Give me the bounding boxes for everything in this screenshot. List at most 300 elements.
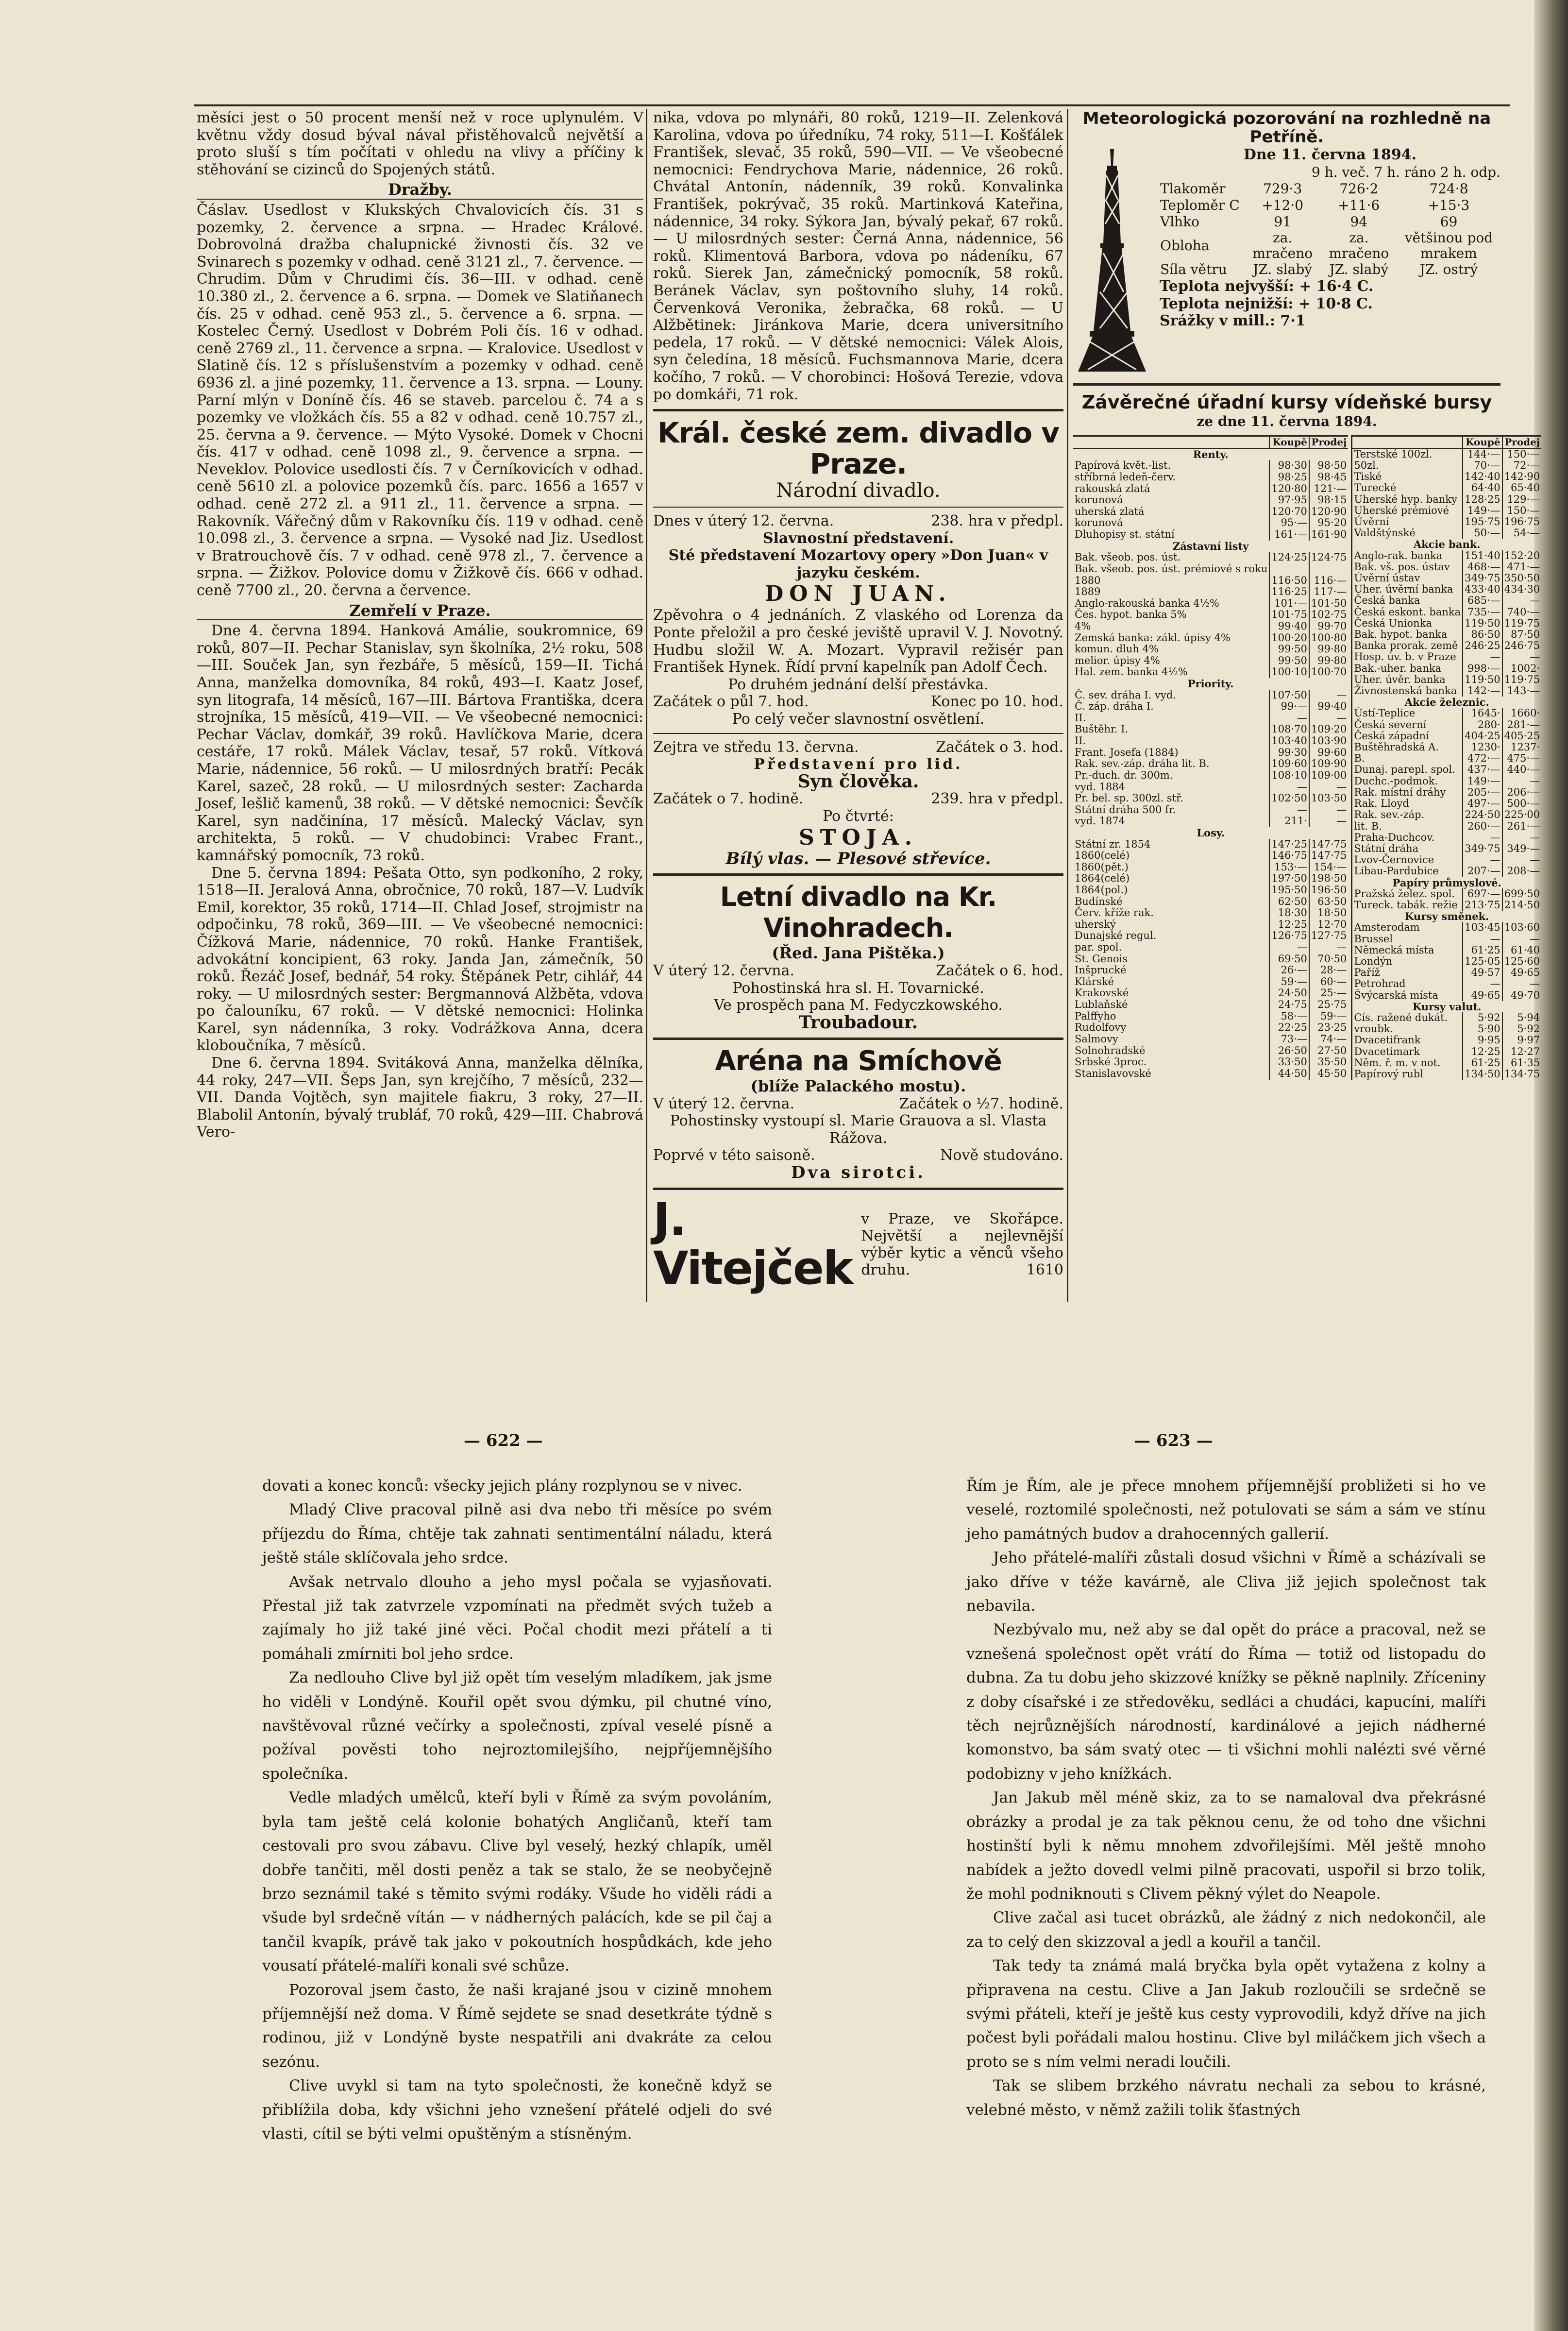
bourse-security: 50zl. [1354,459,1379,471]
bourse-buy: 44·50 [1269,1068,1309,1080]
meteo-value: +15·3 [1428,197,1470,214]
next-start: Začátek o 3. hod. [936,738,1063,756]
bourse-sell: 28·— [1309,965,1348,976]
bourse-sell [1309,563,1348,575]
play-title-stoja: STOJA. [798,825,918,850]
bourse-sell: 59·— [1309,1011,1348,1022]
bourse-security: Stanislavovské [1075,1067,1151,1079]
bourse-security: Uher. úvěr. banka [1354,673,1446,685]
bourse-buy: 49·65 [1463,990,1502,1001]
bourse-sell: — [1309,816,1348,827]
bourse-row [1073,885,1348,896]
bourse-sell: 74·— [1309,1034,1348,1045]
bourse-security: Zemská banka: zákl. úpisy 4% [1075,631,1231,644]
bourse-sell: 12·27 [1502,1046,1541,1057]
bourse-buy: 697·— [1463,888,1502,900]
bourse-row [1073,758,1348,770]
bourse-row [1352,651,1541,663]
national-theatre-title: Král. české zem. divadlo v Praze. [658,416,1059,481]
bourse-row [1073,575,1348,587]
bourse-section-heading: Papíry průmyslové. [1392,876,1501,889]
national-theatre-subtitle: Národní divadlo. [776,479,941,502]
hundredth-performance: Sté představení Mozartovy opery »Don Juan« v jazyku českém. [668,547,1048,581]
meteo-value: +11·6 [1338,197,1380,214]
meteo-value: JZ. slabý [1329,261,1389,278]
top-rule [194,104,1510,106]
bourse-section-heading: Akcie bank. [1413,538,1481,551]
bourse-sell: 150·— [1502,505,1541,516]
bourse-security: Červ. kříže rak. [1075,907,1154,919]
bourse-buy: 147·25 [1269,839,1309,851]
meteo-value: JZ. slabý [1253,261,1313,278]
bourse-sell: 101·50 [1309,598,1348,610]
bourse-sell: 129·— [1502,494,1541,505]
bourse-row [1073,644,1348,655]
bourse-buy: — [1463,651,1502,663]
bourse-sell: — [1502,832,1541,843]
bourse-row [1352,821,1541,832]
rule [653,507,1063,508]
bourse-row [1352,550,1541,561]
bourse-row [1352,1069,1541,1080]
bourse-sell: 99·80 [1309,644,1348,655]
bourse-security: Rak. sev.-záp. [1354,809,1425,821]
meteo-value: 726·2 [1339,181,1379,197]
bourse-buy: 116·25 [1269,586,1309,598]
bourse-security: Bak. všeob. pos. úst. prémiové s roku [1075,562,1268,575]
bourse-security: Úvěrní [1354,516,1389,528]
bourse-row [1352,618,1541,629]
col-name [1073,436,1269,448]
bourse-buy: 22·25 [1269,1022,1309,1034]
bourse-security: Srbské 3proc. [1075,1056,1147,1068]
bourse-row [1073,1045,1348,1057]
story-paragraph: Mladý Clive pracoval pilně asi dva nebo tři měsíce po svém příjezdu do Říma, chtěje tak zahnati sentimentální náladu, která ještě stále sklíčovala jeho srdce. [262,1501,772,1567]
bourse-row [1352,764,1541,775]
bourse-security: 1864(pol.) [1075,884,1128,896]
bourse-buy: 108·70 [1269,724,1309,735]
bourse-security: Valdštýnské [1354,527,1416,539]
bourse-buy: 9·95 [1463,1035,1502,1046]
bourse-sell: 1660· [1502,708,1541,719]
bourse-sell: 405·25 [1502,731,1541,742]
bourse-security: St. Genois [1075,953,1128,965]
meteo-row [1160,181,1501,197]
auctions-text: Čáslav. Usedlost v Klukských Chvalovicích čís. 31 s pozemky, 2. července a srpna. — Hradec Králové. Dobrovolná dražba chalupnické živnosti čís. 32 ve Svinarech s pozemky v odhad. ceně 3121 zl., 7. července. — Chrudim. Dům v Chrudimi čís. 36—III. v odhad. ceně 10.380 zl., 2. července a 6. srpna. — Domek ve Slatiňanech čís. 25 v odhad. ceně 953 zl., 5. července a 6. srpna. — Kostelec Černý. Usedlost v Dobrém Poli čís. 16 v odhad. ceně 2769 zl., 11. července a srpna. — Kralovice. Usedlost v Slatině čís. 12 s příslušenstvím a pozemky v odhad. ceně 6936 zl. a jiné pozemky, 11. července a 13. srpna. — Louny. Parní mlýn v Donínĕ čís. 46 se staveb. parcelou č. 74 a s pozemky ve vložkách čís. 55 a 82 v odhad. ceně 10.757 zl., 25. června a 9. července. — Mýto Vysoké. Domek v Chocni čís. 417 v odhad. ceně 1098 zl., 9. července a srpna. — Neveklov. Polovice usedlosti čís. 7 v Černíkovicích v odhad. ceně 5610 zl. a polovice pozemků čís. parc. 1656 a 1657 v odhad. ceně 272 zl. a 911 zl., 11. července a srpna. — Rakovník. Vářečný dům v Rakovníku čís. 119 v odhad. ceně 10.098 zl., 3. července a srpna. — Vysoké nad Jiz. Usedlost v Bratrouchově čís. 7 v odhad. ceně 978 zl., 7. července a srpna. — Žižkov. Polovice domu v Žižkově čís. 666 v odhad. ceně 7700 zl., 20. června a července. [197,201,643,599]
bourse-row [1352,843,1541,854]
evening-number: 239. hra v předpl. [931,790,1063,808]
col-sell: Prodej [1309,436,1348,448]
bourse-buy: 144·— [1463,448,1502,460]
play-troubadour: Troubadour. [798,1012,918,1033]
bourse-row [1073,953,1348,965]
bourse-buy: 142·— [1463,685,1502,697]
bourse-row [1073,965,1348,976]
meteo-value: většinou pod mrakem [1404,230,1493,262]
bourse-row [1073,598,1348,610]
bourse-security: uherský [1075,918,1116,930]
bourse-security: Bak.-uher. banka [1354,662,1442,674]
bourse-security: Č. záp. dráha I. [1075,700,1154,713]
bourse-row [1352,674,1541,685]
meteo-date: Dne 11. června 1894. [1243,146,1417,163]
bourse-security: Rak. místní dráhy [1354,786,1446,798]
bourse-security: 4% [1075,620,1091,632]
bourse-sell: 65·40 [1502,482,1541,493]
bourse-row [1073,460,1348,472]
bourse-sell: 142·90 [1502,471,1541,482]
bourse-buy: 101·— [1269,598,1309,610]
bourse-security: korunová [1075,517,1123,529]
bourse-buy: 103·40 [1269,735,1309,747]
story-paragraph: Clive uvykl si tam na tyto společnosti, že konečně když se přiblížila doba, kdy všichni jeho vznešení přátelé odjeli do své vlasti, cítil se býti velmi opuštěným a stísněným. [262,2077,772,2143]
bourse-sell: 198·50 [1309,873,1348,885]
bourse-row [1073,735,1348,747]
bourse-security: Paříž [1354,967,1380,979]
bourse-security: Uherské prémiové [1354,504,1450,516]
story-paragraph: Vedle mladých umělců, kteří byli v Římě za svým povoláním, byla tam ještě celá kolonie bohatých Angličanů, kteří tam cestovali pro svou zábavu. Clive byl veselý, hezký chlapík, uměl dobře tančiti, měl dosti peněz a tak se stalo, že se neobyčejně brzo seznámil také s těmito svými rodáky. Všude ho viděli rádi a všude byl srdečně vítán — v nádherných palácích, kde se pil čaj a tančil kvapík, právě tak jako v pokoutních hospůdkách, kde jeho vousatí přátelé-malíři konali své schůze. [262,1789,772,1975]
emigration-paragraph: měsíci jest o 50 procent menší než v roce uplynulém. V květnu vždy dosud býval nával přistěhovalců největší a proto sluší s tím počítati v ohledu na vlivy a příčiny k stěhování se cizinců do Spojených států. [197,109,643,178]
bourse-row [1352,584,1541,595]
bourse-buy: 70·— [1463,460,1502,471]
meteo-value: JZ. ostrý [1419,261,1478,278]
meteo-label: Vlhko [1160,214,1200,230]
bourse-row [1073,850,1348,862]
bourse-sell: 49·70 [1502,990,1541,1001]
rainfall: Srážky v mill.: 7·1 [1160,312,1306,330]
bourse-buy: 433·40 [1463,584,1502,595]
bourse-row [1352,742,1541,753]
bourse-row [1352,787,1541,798]
bourse-row [1073,782,1348,793]
bourse-buy: 99·— [1269,701,1309,713]
bourse-row [1073,690,1348,701]
bourse-security: Klárské [1075,975,1114,987]
story-right-column [966,1474,1486,2122]
bourse-row [1352,1057,1541,1069]
bourse-sell: 103·60 [1502,922,1541,933]
bourse-buy: — [1269,804,1309,816]
meteo-table [1160,181,1501,278]
bourse-row [1352,1012,1541,1023]
bourse-sell: 25·75 [1309,999,1348,1011]
bourse-security: Pražská želez. spol. [1354,887,1455,900]
bourse-security: 1889 [1075,586,1101,598]
deaths-june-4: Dne 4. června 1894. Hanková Amálie, soukromnice, 69 roků, 807—II. Pechar Stanislav, syn školníka, 2½ roku, 508—III. Souček Jan, syn řezbáře, 5 měsíců, 159—II. Tichá Anna, manželka domovníka, 84 roků, 493—I. Kaatz Josef, syn litografa, 14 měsíců, 167—III. Bártova Františka, dcera strojníka, 15 měsíců, 419—VII. — Ve všeobecné nemocnici: Pechar Václav, domkář, 39 roků. Havlíčkova Marie, dcera cestáře, 17 roků. Málek Václav, tesař, 57 roků. Vítková Marie, nádennice, 56 roků. — U milosrdných bratří: Pecák Karel, sazeč, 28 roků. — U milosrdných sester: Zachardа Josef, lešlič kamenů, 38 roků. — V dětské nemocnici: Ševčík Karel, syn nadčinína, 17 měsíců. Malecký Václav, syn architekta, 5 roků. — V chudobinci: Vrabec Frant., kamnářský pomocník, 73 roků. [197,622,643,864]
bourse-buy: 149·— [1463,505,1502,516]
bourse-security: Hosp. úv. b. v Praze [1354,651,1456,663]
bourse-buy: 126·75 [1269,930,1309,942]
bourse-sell: 99·80 [1309,655,1348,667]
bourse-security: Petrohrad [1354,978,1406,990]
bourse-buy: 205·— [1463,787,1502,798]
bourse-sell: 116·— [1309,575,1348,587]
bourse-buy: 107·50 [1269,690,1309,701]
bourse-buy: — [1463,934,1502,945]
bourse-security: Živnostenská banka [1354,685,1457,697]
bourse-row [1352,539,1541,550]
bourse-sell: — [1502,651,1541,663]
bourse-buy: 26·— [1269,965,1309,976]
folk-performance: Představení pro lid. [754,756,963,773]
column-news [197,109,643,1324]
bourse-row [1073,586,1348,598]
bourse-buy: 86·50 [1463,629,1502,640]
bourse-security: Čes. hypot. banka 5% [1075,609,1187,621]
meteo-value: za. mračeno [1252,230,1313,262]
bourse-security: Německá místa [1354,944,1434,956]
bourse-buy: 109·60 [1269,758,1309,770]
meteo-row [1160,261,1501,278]
bourse-row [1073,930,1348,942]
bourse-buy: 12·25 [1463,1046,1502,1057]
bourse-row [1352,934,1541,945]
bourse-security: Buštěhradská A. [1354,741,1439,753]
bourse-sell: 119·75 [1502,618,1541,629]
bourse-row [1352,854,1541,866]
bourse-security: Salmovy [1075,1033,1118,1045]
story-paragraph: Pozoroval jsem často, že naši krajané jsou v cizině mnohem příjemnější než doma. V Římě sejdete se snad desetkráte týdně s rodinou, již v Londýně byste nespatřili ani dvakráte za celou sezónu. [262,1981,772,2071]
bourse-row [1073,770,1348,782]
bourse-security: Dunaj. parepl. spol. [1354,764,1455,776]
bourse-security: vyd. 1874 [1075,815,1125,827]
bourse-buy: 108·10 [1269,770,1309,782]
meteo-label: Síla větru [1160,261,1227,278]
bourse-security: Frant. Josefa (1884) [1075,746,1179,758]
arena-new: Nově studováno. [940,1147,1063,1164]
bourse-sell: 225·00 [1502,809,1541,820]
bourse-security: Česká severní [1354,718,1427,731]
bourse-buy: 125·05 [1463,956,1502,967]
bourse-security: Duchc.-podmok. [1354,775,1438,787]
bourse-row [1073,552,1348,563]
bourse-buy: — [1269,713,1309,724]
bourse-row [1073,701,1348,713]
bourse-security: Inšprucké [1075,964,1127,976]
bourse-buy: 58·— [1269,1011,1309,1022]
arena-date: V úterý 12. června. [653,1095,794,1112]
page-number-right: — 623 — [1134,1431,1213,1450]
bourse-tables [1073,435,1540,1080]
deaths-june-6: Dne 6. června 1894. Svitáková Anna, manželka dělníka, 44 roky, 247—VII. Šeps Jan, syn krejčího, 7 měsíců, 232—VII. Danda Vojtěch, syn majitele fiakru, 3 roky, 27—II. Blabolil Antonín, bývalý trubláf, 70 roků, 429—III. Chabrová Vero- [197,1055,643,1141]
bourse-row [1352,685,1541,697]
bourse-sell: 440·— [1502,764,1541,775]
bourse-sell: 434·30 [1502,584,1541,595]
bourse-sell: 61·40 [1502,945,1541,956]
bourse-buy: 146·75 [1269,850,1309,862]
bourse-row [1073,896,1348,908]
bourse-sell: — [1502,776,1541,787]
meteo-row [1160,197,1501,214]
bourse-sell: 12·70 [1309,919,1348,931]
bourse-sell: 143·— [1502,685,1541,697]
bourse-table-left [1073,435,1348,1080]
bourse-sell: 18·50 [1309,907,1348,919]
bourse-security: Brussel [1354,933,1393,945]
bourse-row [1352,573,1541,584]
bourse-buy: 69·50 [1269,953,1309,965]
bourse-sell: 49·65 [1502,967,1541,978]
bourse-buy: 26·50 [1269,1045,1309,1057]
bourse-buy: 211· [1269,816,1309,827]
bourse-buy: 103·45 [1463,922,1502,933]
bourse-buy: 246·25 [1463,640,1502,651]
bourse-sell: 103·90 [1309,735,1348,747]
bourse-security: II. [1075,735,1086,747]
bourse-sell: 117·— [1309,586,1348,598]
bourse-sell: 147·75 [1309,839,1348,851]
deaths-continued: nika, vdova po mlynáři, 80 roků, 1219—II. Zelenková Karolina, vdova po úředníku, 74 roky, 511—I. Košťálek František, slevač, 35 roků, 590—VII. — Ve všeobecné nemocnici: Fendrychova Marie, nádennice, 26 roků. Chvátal Antonín, nádenník, 39 roků. Konvalinka František, pokrývač, 35 roků. Martinková Kateřina, nádennice, 34 roky. Sýkora Jan, bývalý pekař, 67 roků. — U milosrdných sester: Černá Anna, nádennice, 56 roků. Klimentová Barbora, vdova po nádeníku, 67 roků. Sierek Jan, zámečnický pomocník, 58 roků. Beránek Václav, syn poštovního sluhy, 14 roků. Červenková Veronika, žebračka, 68 roků. — U Alžbětinek: Jiránkova Marie, dcera universitního pedela, 17 roků. — V dětské nemocnici: Válek Alois, syn čeledína, 18 měsíců. Fuchsmannova Marie, dcera kočího, 7 roků. — V chorobinci: Hošová Terezie, vdova po domkáři, 71 rok. [653,109,1063,403]
subscription-number: 238. hra v předpl. [931,512,1063,530]
page-number-left: — 622 — [464,1431,543,1450]
bourse-row [1352,866,1541,877]
column-divider [1067,109,1068,1302]
meteo-value: 724·8 [1429,181,1468,197]
bourse-security: Pr.-duch. dr. 300m. [1075,769,1173,781]
bourse-sell: 214·50 [1502,900,1541,911]
bourse-row [1352,956,1541,967]
bourse-security: Bak. všeob. pos. úst. [1075,551,1181,563]
bourse-buy: 97·95 [1269,494,1309,506]
bourse-section-heading: Losy. [1197,826,1225,839]
vinohrady-director: (Řed. Jana Pištěka.) [772,944,945,963]
florist-text-wrap [861,1210,1063,1278]
gala-announcement: Slavnostní představení. [762,529,954,547]
bourse-sell: 124·75 [1309,552,1348,563]
bourse-security: korunová [1075,494,1123,506]
bourse-sell: 100·70 [1309,666,1348,678]
story-paragraph: Tak se slibem brzkého návratu nechali za sebou to krásné, velebné město, v němž zažili tolik šťastných [966,2077,1486,2119]
col-buy: Koupě [1463,436,1502,448]
bourse-sell: 95·20 [1309,517,1348,529]
bourse-buy: 5·90 [1463,1023,1502,1035]
bourse-sell: — [1309,713,1348,724]
rule [1073,383,1501,386]
bourse-security: Papírová květ.-list. [1075,459,1171,472]
bourse-row [1352,922,1541,933]
advert-number: 1610 [1026,1261,1063,1278]
bourse-security: Krakovské [1075,987,1129,999]
bourse-buy: 151·40 [1463,550,1502,561]
bourse-sell: 45·50 [1309,1068,1348,1080]
bourse-buy: 472·— [1463,753,1502,764]
bourse-sell: 125·60 [1502,956,1541,967]
bourse-buy: 134·50 [1463,1069,1502,1080]
bourse-buy: — [1463,854,1502,866]
bourse-sell: — [1309,690,1348,701]
arena-first: Poprvé v této saisoně. [653,1147,815,1164]
bourse-row [1352,967,1541,978]
bourse-security: Dluhopisy st. státní [1075,528,1175,541]
bourse-row [1073,563,1348,575]
bourse-sell: — [1502,595,1541,606]
bourse-buy [1269,563,1309,575]
bourse-security: par. spol. [1075,941,1122,953]
arena-title: Aréna na Smíchově [715,1045,1002,1077]
story-paragraph: Avšak netrvalo dlouho a jeho mysl počala se vyjasňovati. Přestal již tak zatvrzele vzpomínati na předmět svých tužeb a zajímaly ho již také jiné věci. Počal chodit mezi přátelí a ti pomáhali zmírniti bol jeho srdce. [262,1573,772,1663]
bourse-row [1073,976,1348,988]
bourse-buy: 61·25 [1463,945,1502,956]
bourse-row [1352,731,1541,742]
bourse-row [1352,460,1541,471]
bourse-security: Londýn [1354,955,1393,967]
bourse-sell: 196·50 [1309,885,1348,896]
story-paragraph: Clive začal asi tucet obrázků, ale žádný z nich nedokončil, ale za to celý den skizzoval a jedl a kouřil a tančil. [966,1909,1486,1951]
bourse-buy: 161·— [1269,529,1309,541]
bourse-security: Bak. vš. pos. ústav [1354,561,1450,573]
play-subtitle: Bílý vlas. — Plesové střevíce. [725,849,991,868]
bourse-row [1073,987,1348,999]
florist-advertisement [653,1193,1063,1295]
rule [653,1038,1063,1040]
next-date-row [653,739,1063,756]
bourse-buy: 195·50 [1269,885,1309,896]
rule [653,873,1063,876]
bourse-sell: — [1309,782,1348,793]
bourse-row [1073,1068,1348,1080]
bourse-section-heading: Kursy valut. [1412,1000,1482,1013]
bourse-security: Rudolfovy [1075,1021,1127,1034]
bourse-security: Budínské [1075,895,1123,907]
bourse-row [1352,798,1541,809]
arena-first-row [653,1147,1063,1164]
bourse-sell: 350·50 [1502,573,1541,584]
meteo-row [1160,230,1501,261]
vinohrady-start: Začátek o 6. hod. [936,962,1063,980]
meteo-value: 91 [1274,214,1292,230]
intermission-note: Po druhém jednání delší přestávka. [728,676,989,693]
bourse-security: Lublaňské [1075,999,1128,1011]
florist-text: v Praze, ve Skořápce. Největší a nejlevnější výběr kytic a věnců všeho druhu. [861,1210,1063,1278]
bourse-row [1352,809,1541,820]
bourse-row [1352,640,1541,651]
bourse-sell: 740·— [1502,607,1541,618]
bourse-row [1352,471,1541,482]
bourse-security: Hal. zem. banka 4½% [1075,666,1188,678]
bourse-buy: 195·75 [1463,516,1502,527]
vinohrady-date-row [653,962,1063,980]
column-meteo-bourse [1073,109,1540,1324]
bourse-sell: 5·94 [1502,1012,1541,1023]
bourse-section-heading: Kursy směnek. [1405,910,1489,923]
bourse-security: 1860(pět.) [1075,861,1129,873]
column-theatres [653,109,1063,1324]
arena-date-row [653,1095,1063,1113]
bourse-row [1073,678,1348,690]
evening-row [653,790,1063,808]
vinohrady-theatre-title: Letní divadlo na Kr. Vinohradech. [720,882,997,944]
bourse-row [1073,724,1348,735]
performance-date-row [653,512,1063,530]
bourse-sell: 152·20 [1502,550,1541,561]
bourse-buy: 116·50 [1269,575,1309,587]
bourse-security: Uherské hyp. banky [1354,493,1457,505]
bourse-row [1073,1022,1348,1034]
bourse-row [1352,595,1541,606]
bourse-row [1073,529,1348,541]
bourse-buy: 197·50 [1269,873,1309,885]
bourse-buy: 404·25 [1463,731,1502,742]
bourse-security: Anglo-rakouská banka 4½% [1075,597,1219,609]
bourse-sell: — [1309,804,1348,816]
bourse-section-heading: Akcie železnic. [1404,696,1489,709]
bourse-buy: 119·50 [1463,618,1502,629]
bourse-row [1352,697,1541,708]
bourse-buy: 12·25 [1269,919,1309,931]
bourse-buy: 149·— [1463,776,1502,787]
bourse-section-heading: Renty. [1193,448,1229,460]
bourse-sell: 109·20 [1309,724,1348,735]
